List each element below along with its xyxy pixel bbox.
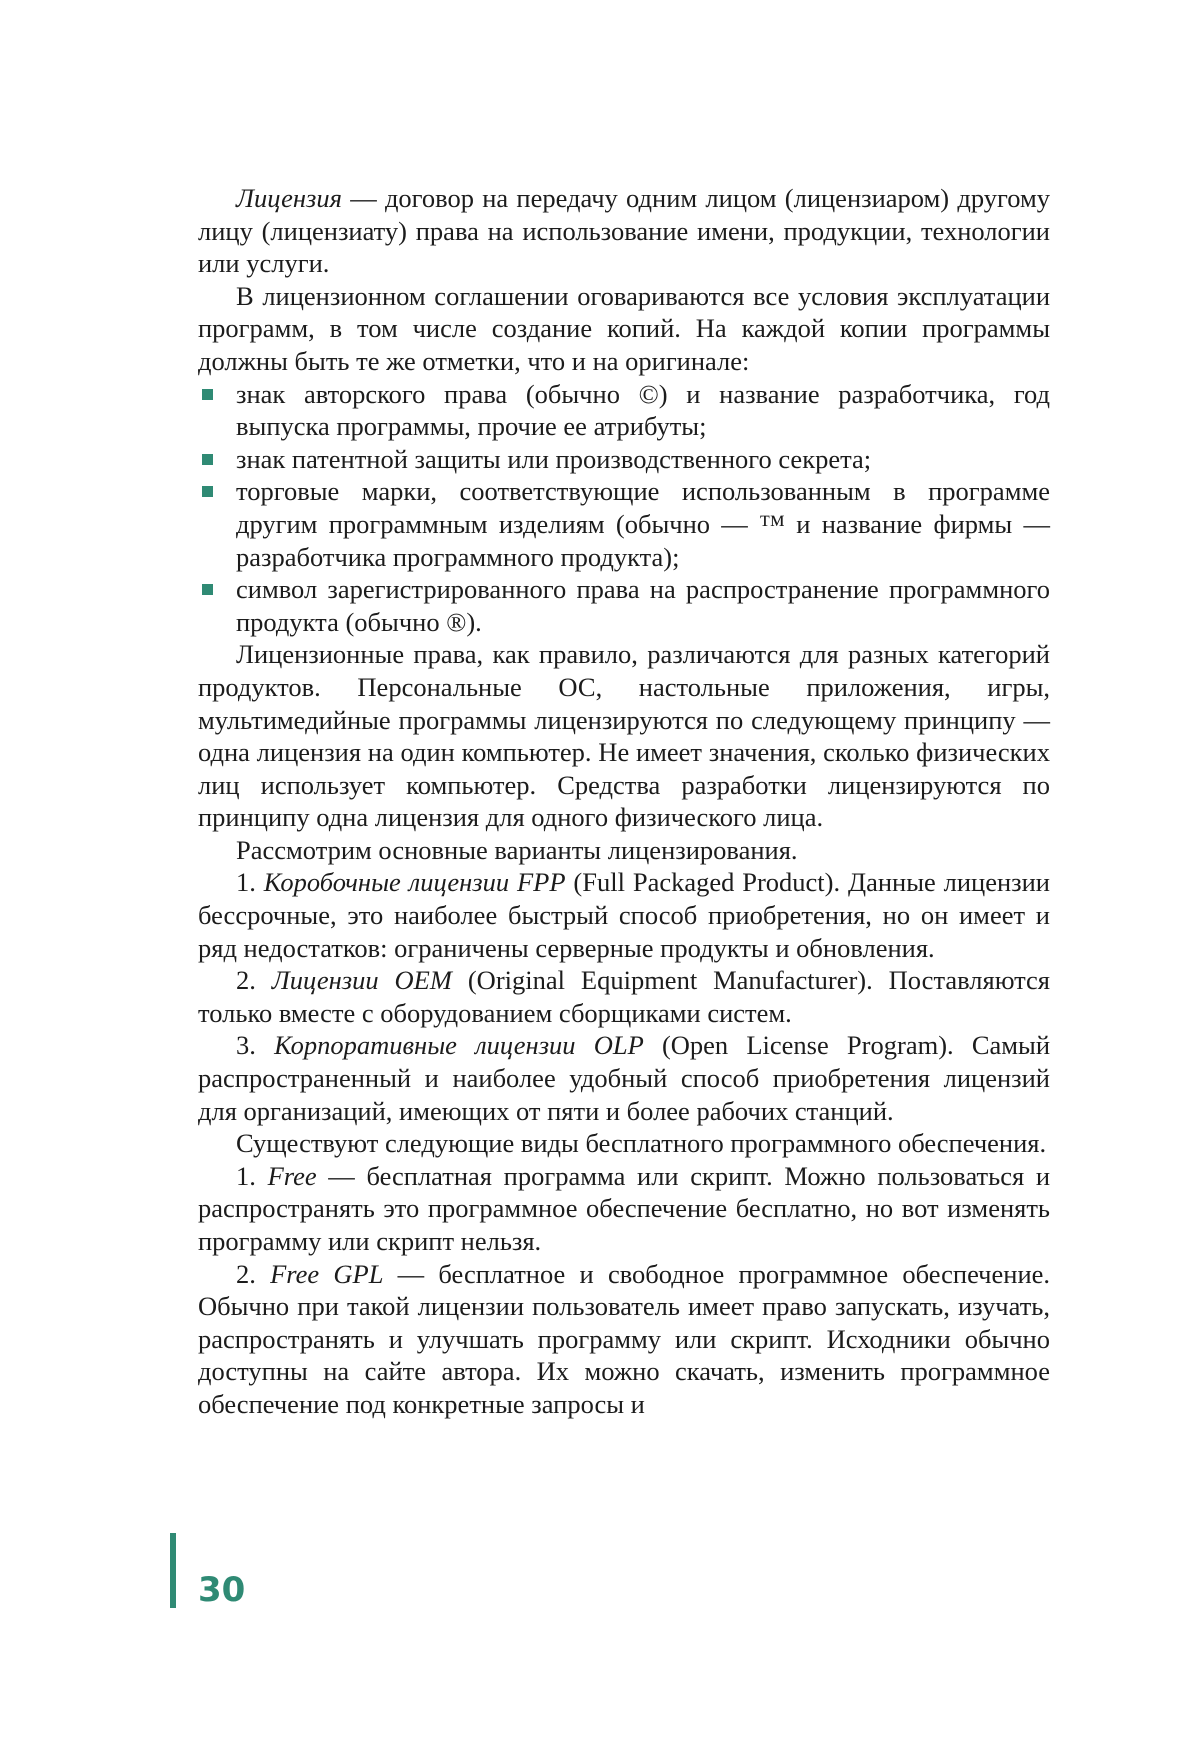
definition-text: — договор на передачу одним лицом (лицензиаром) другому лицу (лицензиату) права на использование имени, продукции, технологии или услуги. (198, 183, 1050, 279)
free-intro-paragraph: Существуют следующие виды бесплатного программного обеспечения. (236, 1128, 1047, 1159)
free-type-number: 1. (236, 1160, 268, 1191)
list-item-text: знак патентной защиты или производственного секрета; (236, 443, 872, 474)
list-item (198, 573, 1050, 638)
marks-list (198, 378, 1050, 639)
license-type-number: 1. (236, 867, 264, 898)
variants-intro-paragraph: Рассмотрим основные варианты лицензирования. (236, 834, 798, 865)
license-type-number: 3. (236, 1030, 275, 1061)
square-bullet-icon (202, 454, 213, 465)
free-type-text: — бесплатное и свободное программное обеспечение. Обычно при такой лицензии пользователь имеет право запускать, изучать, распространять и улучшать программу или скрипт. Исходники обычно доступны на сайте автора. Их можно скачать, изменить программное обеспечение под конкретные запросы и (198, 1258, 1051, 1419)
license-type-paragraph (198, 964, 1050, 1029)
free-type-number: 2. (236, 1258, 271, 1289)
license-type-number: 2. (236, 965, 272, 996)
list-item-text: торговые марки, соответствующие использованным в программе другим программным изделиям (обычно — ™ и название фирмы — разработчика программного продукта); (236, 476, 1050, 572)
page-number: 30 (198, 1570, 246, 1610)
license-type-name: Корпоративные лицензии OLP (274, 1030, 644, 1061)
list-item (198, 378, 1050, 443)
list-item (198, 475, 1050, 573)
definition-term: Лицензия (236, 183, 342, 213)
license-type-name: Коробочные лицензии FPP (263, 867, 566, 898)
free-type-paragraph (198, 1258, 1050, 1421)
definition-paragraph (198, 182, 1050, 280)
square-bullet-icon (202, 584, 213, 595)
square-bullet-icon (202, 486, 213, 497)
agreement-intro-paragraph: В лицензионном соглашении оговариваются все условия эксплуатации программ, в том числе создание копий. На каждой копии программы должны быть те же отметки, что и на оригинале: (198, 280, 1050, 376)
license-type-text: (Original Equipment Manufacturer). Поставляются только вместе с оборудованием сборщиками систем. (198, 965, 1050, 1028)
free-type-name: Free (267, 1160, 317, 1191)
rights-paragraph: Лицензионные права, как правило, различаются для разных категорий продуктов. Персональные ОС, настольные приложения, игры, мультимедийные программы лицензируются по следующему принципу — одна лицензия на один компьютер. Не имеет значения, сколько физических лиц использует компьютер. Средства разработки лицензируются по принципу одна лицензия для одного физического лица. (198, 639, 1050, 833)
footer-accent-rule (170, 1533, 176, 1608)
square-bullet-icon (202, 389, 213, 400)
free-type-paragraph (198, 1160, 1050, 1258)
license-type-paragraph (198, 866, 1050, 964)
free-type-text: — бесплатная программа или скрипт. Можно пользоваться и распространять это программное обеспечение бесплатно, но вот изменять программу или скрипт нельзя. (198, 1160, 1050, 1256)
list-item (198, 443, 1050, 476)
list-item-text: символ зарегистрированного права на распространение программного продукта (обычно ®). (236, 574, 1050, 637)
license-type-name: Лицензии OEM (271, 965, 452, 996)
license-type-text: (Full Packaged Product). Данные лицензии бессрочные, это наиболее быстрый способ приобретения, но он имеет и ряд недостатков: ограничены серверные продукты и обновления. (198, 867, 1050, 963)
free-type-name: Free GPL (270, 1258, 384, 1289)
list-item-text: знак авторского права (обычно ©) и название разработчика, год выпуска программы, прочие ее атрибуты; (236, 378, 1050, 442)
license-type-text: (Open License Program). Самый распространенный и наиболее удобный способ приобретения лицензий для организаций, имеющих от пяти и более рабочих станций. (198, 1030, 1051, 1126)
page-body (198, 182, 1050, 1421)
license-type-paragraph (198, 1029, 1050, 1127)
